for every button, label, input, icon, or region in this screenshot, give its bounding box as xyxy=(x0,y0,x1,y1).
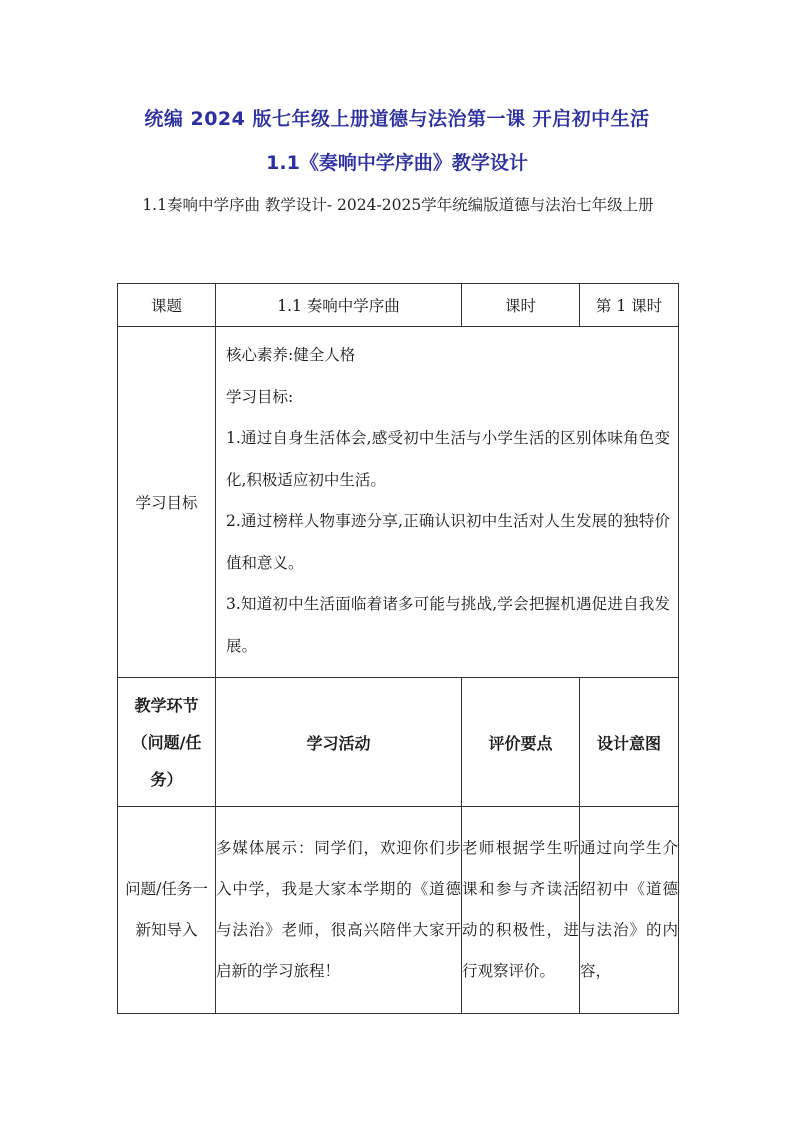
row-stage: 问题/任务一新知导入 xyxy=(118,807,216,1014)
goal-item-3: 3.知道初中生活面临着诸多可能与挑战,学会把握机遇促进自我发展。 xyxy=(226,595,670,655)
goals-title: 学习目标: xyxy=(226,387,294,406)
table-header-row xyxy=(118,284,679,327)
period-label: 课时 xyxy=(462,284,580,327)
row-activity: 多媒体展示：同学们，欢迎你们步入中学，我是大家本学期的《道德与法治》老师，很高兴陪伴大家开启新的学习旅程！ xyxy=(216,807,462,1014)
goals-content xyxy=(216,327,679,678)
row-evaluation: 老师根据学生听课和参与齐读活动的积极性，进行观察评价。 xyxy=(462,807,580,1014)
stage-header: 教学环节（问题/任务） xyxy=(118,678,216,807)
period-value: 第 1 课时 xyxy=(580,284,679,327)
document-description: 1.1奏响中学序曲 教学设计- 2024-2025学年统编版道德与法治七年级上册 xyxy=(142,196,654,214)
topic-value: 1.1 奏响中学序曲 xyxy=(216,284,462,327)
goal-item-2: 2.通过榜样人物事迹分享,正确认识初中生活对人生发展的独特价值和意义。 xyxy=(226,512,670,572)
activity-header: 学习活动 xyxy=(216,678,462,807)
evaluation-header: 评价要点 xyxy=(462,678,580,807)
goal-item-1: 1.通过自身生活体会,感受初中生活与小学生活的区别体味角色变化,积极适应初中生活。 xyxy=(226,429,670,489)
intent-header: 设计意图 xyxy=(580,678,679,807)
document-title: 统编 2024 版七年级上册道德与法治第一课 开启初中生活 xyxy=(144,108,650,130)
section-header-row xyxy=(118,678,679,807)
topic-label: 课题 xyxy=(118,284,216,327)
lesson-plan-table xyxy=(117,283,679,1014)
table-row xyxy=(118,807,679,1014)
goals-row xyxy=(118,327,679,678)
row-intent: 通过向学生介绍初中《道德与法治》的内容， xyxy=(580,807,679,1014)
goals-label: 学习目标 xyxy=(118,327,216,678)
core-literacy: 核心素养:健全人格 xyxy=(226,346,356,364)
document-subtitle-lesson: 1.1《奏响中学序曲》教学设计 xyxy=(266,152,528,174)
